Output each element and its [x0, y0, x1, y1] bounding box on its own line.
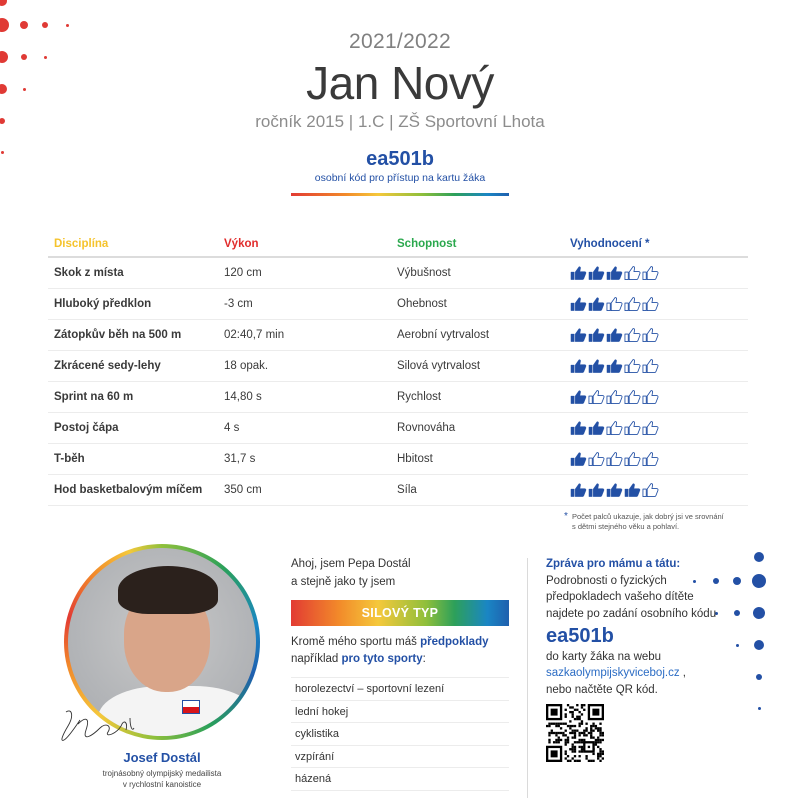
hair-shape — [118, 566, 218, 614]
rating-cell — [570, 327, 748, 343]
performance-cell: 31,7 s — [224, 453, 256, 465]
header-ability: Schopnost — [397, 238, 457, 250]
performance-cell: 350 cm — [224, 484, 262, 496]
discipline-cell: Hluboký předklon — [54, 298, 152, 310]
rating-cell — [570, 389, 748, 405]
thumb-up-outline-icon — [588, 389, 605, 405]
table-row — [48, 413, 748, 444]
thumb-up-outline-icon — [606, 451, 623, 467]
thumb-up-filled-icon — [588, 482, 605, 498]
athlete-message — [291, 556, 509, 791]
rainbow-divider — [291, 193, 509, 196]
table-row — [48, 382, 748, 413]
intro-line-1: Ahoj, jsem Pepa Dostál — [291, 558, 411, 570]
table-row — [48, 320, 748, 351]
sports-prefix: Kromě mého sportu máš — [291, 635, 421, 648]
thumb-up-outline-icon — [606, 420, 623, 436]
table-row — [48, 351, 748, 382]
thumb-up-outline-icon — [642, 451, 659, 467]
parents-body — [546, 573, 761, 623]
thumb-up-outline-icon — [624, 389, 641, 405]
performance-cell: 02:40,7 min — [224, 329, 285, 341]
thumb-up-filled-icon — [606, 482, 623, 498]
thumb-up-filled-icon — [570, 327, 587, 343]
thumb-up-outline-icon — [624, 420, 641, 436]
thumb-up-filled-icon — [606, 327, 623, 343]
parents-after-line-1: do karty žáka na webu — [546, 650, 662, 663]
ability-cell: Hbitost — [397, 453, 433, 465]
thumb-up-filled-icon — [606, 358, 623, 374]
sports-bold-1: předpoklady — [420, 635, 489, 648]
intro-line-2: a stejně jako ty jsem — [291, 575, 396, 588]
thumb-up-filled-icon — [588, 327, 605, 343]
thumb-up-outline-icon — [642, 420, 659, 436]
rating-cell — [570, 265, 748, 281]
thumb-up-filled-icon — [570, 420, 587, 436]
sports-intro — [291, 634, 509, 670]
thumb-up-outline-icon — [642, 358, 659, 374]
qr-code-icon[interactable] — [546, 704, 604, 762]
thumb-up-outline-icon — [606, 389, 623, 405]
table-row — [48, 475, 748, 506]
rating-cell — [570, 358, 748, 374]
decorative-dot — [42, 22, 48, 28]
sports-bold-2: pro tyto sporty — [341, 653, 423, 666]
link-suffix: , — [679, 667, 686, 680]
table-header-row — [48, 232, 748, 258]
rating-cell — [570, 451, 748, 467]
discipline-cell: T-běh — [54, 453, 85, 465]
thumb-up-filled-icon — [570, 296, 587, 312]
thumb-up-outline-icon — [642, 482, 659, 498]
ability-cell: Silová vytrvalost — [397, 360, 481, 372]
discipline-cell: Zkrácené sedy-lehy — [54, 360, 161, 372]
thumb-up-outline-icon — [624, 327, 641, 343]
signature-icon — [56, 706, 136, 746]
thumb-up-outline-icon — [642, 296, 659, 312]
rating-cell — [570, 482, 748, 498]
thumb-up-outline-icon — [606, 296, 623, 312]
performance-cell: 14,80 s — [224, 391, 262, 403]
recommended-sports-list — [291, 677, 509, 791]
decorative-dot — [66, 24, 69, 27]
student-name: Jan Nový — [306, 57, 494, 109]
school-year: 2021/2022 — [349, 30, 451, 53]
rating-cell — [570, 420, 748, 436]
athlete-name: Josef Dostál — [123, 750, 201, 765]
discipline-cell: Sprint na 60 m — [54, 391, 134, 403]
ability-cell: Aerobní vytrvalost — [397, 329, 490, 341]
sport-item: vzpírání — [291, 746, 509, 769]
card-header — [0, 30, 800, 196]
ability-cell: Rychlost — [397, 391, 442, 403]
discipline-cell: Skok z místa — [54, 267, 124, 279]
decorative-dot — [20, 21, 28, 29]
thumb-up-filled-icon — [606, 265, 623, 281]
header-performance: Výkon — [224, 238, 259, 250]
header-evaluation: Vyhodnocení * — [570, 238, 650, 250]
team-logo-icon — [182, 700, 200, 714]
thumb-up-outline-icon — [642, 265, 659, 281]
discipline-cell: Postoj čápa — [54, 422, 119, 434]
personal-code-caption: osobní kód pro přístup na kartu žáka — [314, 172, 486, 184]
decorative-dot — [0, 0, 7, 6]
table-row — [48, 258, 748, 289]
parents-body-line-1: Podrobnosti o fyzických — [546, 574, 667, 587]
personal-code: ea501b — [366, 148, 434, 170]
athlete-desc-line-2: v rychlostní kanoistice — [122, 780, 202, 790]
sport-item: cyklistika — [291, 723, 509, 746]
vertical-divider — [527, 558, 528, 798]
performance-cell: 120 cm — [224, 267, 262, 279]
thumb-up-filled-icon — [588, 265, 605, 281]
thumb-up-filled-icon — [570, 451, 587, 467]
thumb-up-outline-icon — [642, 327, 659, 343]
thumb-up-outline-icon — [588, 451, 605, 467]
table-row — [48, 444, 748, 475]
ability-cell: Ohebnost — [397, 298, 447, 310]
performance-cell: 18 opak. — [224, 360, 269, 372]
thumb-up-filled-icon — [588, 296, 605, 312]
athlete-desc-line-1: trojnásobný olympijský medailista — [102, 769, 222, 778]
thumb-up-outline-icon — [624, 451, 641, 467]
thumb-up-filled-icon — [624, 482, 641, 498]
website-link[interactable]: sazkaolympijskyviceboj.cz — [546, 667, 680, 680]
footnote-star: * — [564, 511, 568, 522]
ability-cell: Rovnováha — [397, 422, 456, 434]
thumb-up-filled-icon — [570, 358, 587, 374]
thumb-up-filled-icon — [588, 358, 605, 374]
ability-cell: Síla — [397, 484, 417, 496]
thumb-up-filled-icon — [570, 482, 587, 498]
rating-cell — [570, 296, 748, 312]
thumb-up-filled-icon — [570, 389, 587, 405]
sports-line2-prefix: například — [291, 653, 342, 666]
parents-body-line-2: předpokladech vašeho dítěte — [546, 591, 694, 604]
header-discipline: Disciplína — [54, 238, 109, 250]
thumb-up-filled-icon — [588, 420, 605, 436]
performance-cell: 4 s — [224, 422, 240, 434]
sport-item: lední hokej — [291, 701, 509, 724]
thumb-up-outline-icon — [624, 296, 641, 312]
thumb-up-outline-icon — [642, 389, 659, 405]
sport-item: házená — [291, 768, 509, 791]
parents-message — [546, 556, 761, 767]
athlete-description — [64, 768, 260, 790]
discipline-cell: Zátopkův běh na 500 m — [54, 329, 182, 341]
sports-suffix: : — [422, 653, 426, 666]
footnote-line-2: s dětmi stejného věku a pohlaví. — [572, 521, 680, 531]
ability-cell: Výbušnost — [397, 267, 451, 279]
parents-after — [546, 649, 761, 699]
parents-code: ea501b — [546, 624, 614, 647]
parents-body-line-3: najdete po zadání osobního kódu — [546, 608, 717, 621]
athlete-type-banner: SILOVÝ TYP — [291, 600, 509, 626]
thumb-up-filled-icon — [570, 265, 587, 281]
results-table — [48, 232, 748, 506]
parents-title: Zpráva pro mámu a tátu: — [546, 558, 681, 570]
thumb-up-outline-icon — [624, 358, 641, 374]
footnote-line-1: Počet palců ukazuje, jak dobrý jsi ve srovnání — [572, 512, 724, 521]
student-info: ročník 2015 | 1.C | ZŠ Sportovní Lhota — [255, 112, 545, 131]
performance-cell: -3 cm — [224, 298, 253, 310]
intro-text — [291, 556, 509, 592]
rating-footnote — [564, 511, 742, 532]
table-row — [48, 289, 748, 320]
thumb-up-outline-icon — [624, 265, 641, 281]
sport-item: horolezectví – sportovní lezení — [291, 678, 509, 701]
discipline-cell: Hod basketbalovým míčem — [54, 484, 203, 496]
parents-after-line-3: nebo načtěte QR kód. — [546, 684, 658, 697]
